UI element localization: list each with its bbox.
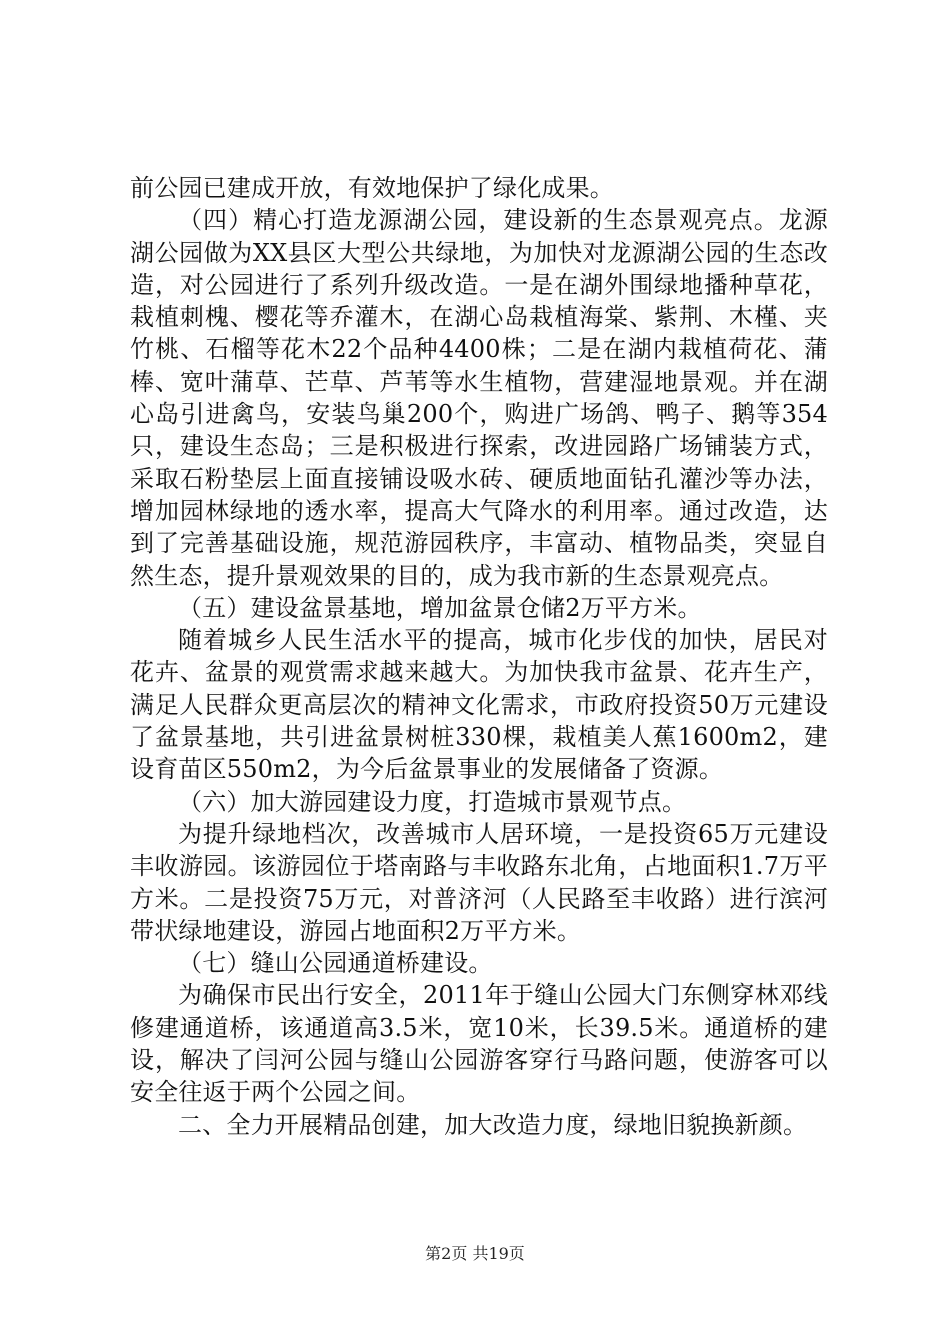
heading-bonsai-base: （五）建设盆景基地，增加盆景仓储2万平方米。	[178, 593, 702, 622]
paragraph-garden-construction: 为提升绿地档次，改善城市人居环境，一是投资65万元建设丰收游园。该游园位于塔南路与丰收路东北角，占地面积1.7万平方米。二是投资75万元，对普济河（人民路至丰收路）进行滨河带状绿地建设，游园占地面积2万平方米。	[130, 819, 828, 945]
heading-bridge-construction: （七）缝山公园通道桥建设。	[178, 949, 493, 978]
page-footer: 第2页 共19页	[425, 1244, 525, 1263]
document-body	[130, 172, 828, 1141]
paragraph-bonsai-base: 随着城乡人民生活水平的提高，城市化步伐的加快，居民对花卉、盆景的观赏需求越来越大。为加快我市盆景、花卉生产，满足人民群众更高层次的精神文化需求，市政府投资50万元建设了盆景基地，共引进盆景树桩330棵，栽植美人蕉1600m2，建设育苗区550m2，为今后盆景事业的发展储备了资源。	[130, 626, 828, 784]
heading-section-two: 二、全力开展精品创建，加大改造力度，绿地旧貌换新颜。	[178, 1110, 808, 1139]
heading-garden-construction: （六）加大游园建设力度，打造城市景观节点。	[178, 787, 687, 816]
paragraph-continuation: 前公园已建成开放，有效地保护了绿化成果。	[130, 174, 614, 202]
paragraph-longyuan-lake-park: （四）精心打造龙源湖公园，建设新的生态景观亮点。龙源湖公园做为XX县区大型公共绿地，为加快对龙源湖公园的生态改造，对公园进行了系列升级改造。一是在湖外围绿地播种草花，栽植刺槐、樱花等乔灌木，在湖心岛栽植海棠、紫荆、木槿、夹竹桃、石榴等花木22个品种4400株；二是在湖内栽植荷花、蒲棒、宽叶蒲草、芒草、芦苇等水生植物，营建湿地景观。并在湖心岛引进禽鸟，安装鸟巢200个，购进广场鸽、鸭子、鹅等354只，建设生态岛；三是积极进行探索，改进园路广场铺装方式，采取石粉垫层上面直接铺设吸水砖、硬质地面钻孔灌沙等办法，增加园林绿地的透水率，提高大气降水的利用率。通过改造，达到了完善基础设施，规范游园秩序，丰富动、植物品类，突显自然生态，提升景观效果的目的，成为我市新的生态景观亮点。	[130, 206, 828, 590]
paragraph-bridge-construction: 为确保市民出行安全，2011年于缝山公园大门东侧穿林邓线修建通道桥，该通道高3.5米，宽10米，长39.5米。通道桥的建设，解决了闫河公园与缝山公园游客穿行马路问题，使游客可以安全往返于两个公园之间。	[130, 981, 828, 1107]
